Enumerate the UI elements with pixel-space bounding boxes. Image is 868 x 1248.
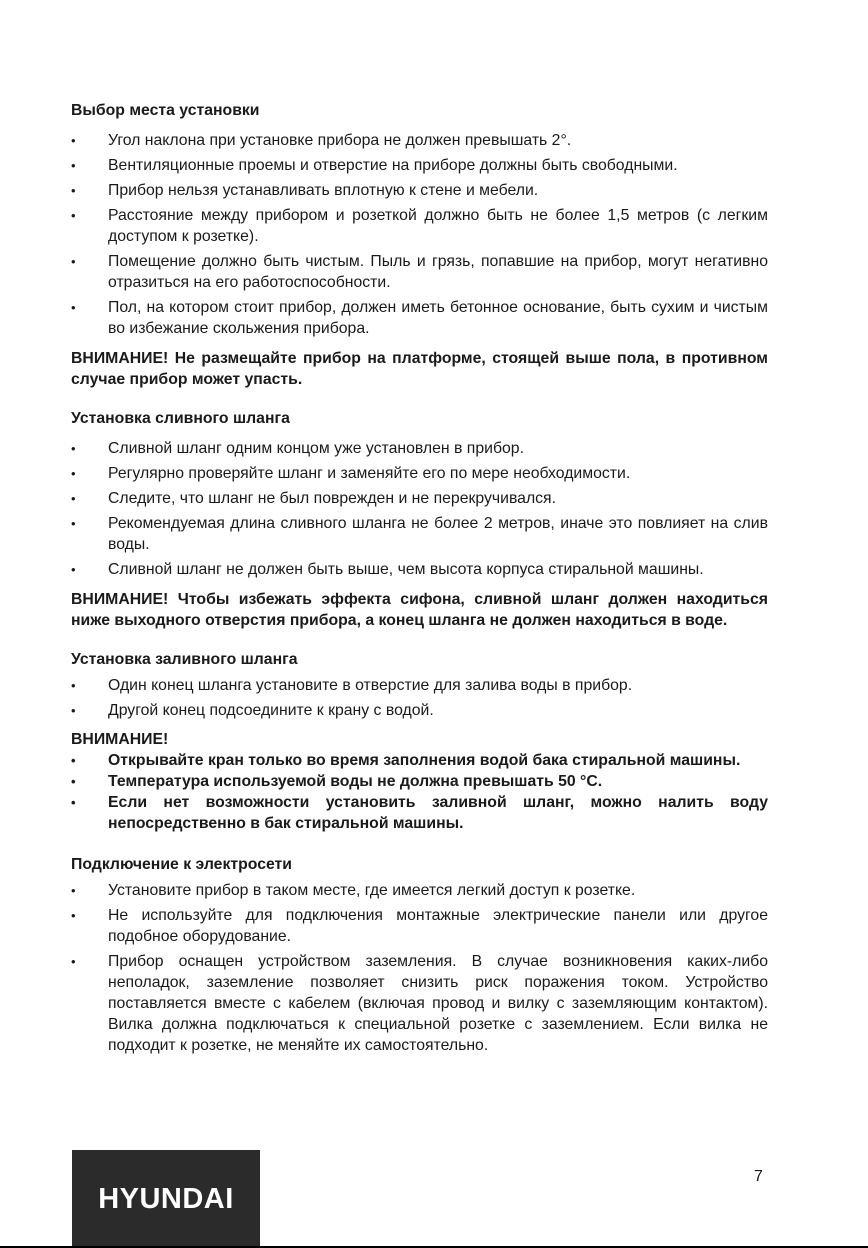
inlet-hose-warning-list bbox=[71, 750, 768, 834]
power-list bbox=[71, 880, 768, 1056]
list-item: • Сливной шланг одним концом уже установлен в прибор. bbox=[71, 438, 768, 459]
list-item: • Сливной шланг не должен быть выше, чем высота корпуса стиральной машины. bbox=[71, 559, 768, 580]
list-item: • Открывайте кран только во время заполнения водой бака стиральной машины. bbox=[71, 750, 768, 771]
list-item: • Следите, что шланг не был поврежден и не перекручивался. bbox=[71, 488, 768, 509]
list-item: • Температура используемой воды не должна превышать 50 °С. bbox=[71, 771, 768, 792]
list-item: • Рекомендуемая длина сливного шланга не более 2 метров, иначе это повлияет на слив воды. bbox=[71, 513, 768, 555]
list-item: • Прибор нельзя устанавливать вплотную к стене и мебели. bbox=[71, 180, 768, 201]
page-number: 7 bbox=[754, 1168, 763, 1185]
warning-title-inlet-hose: ВНИМАНИЕ! bbox=[71, 731, 169, 748]
list-item: • Если нет возможности установить заливной шланг, можно налить воду непосредственно в бак стиральной машины. bbox=[71, 792, 768, 834]
list-item: • Один конец шланга установите в отверстие для залива воды в прибор. bbox=[71, 675, 768, 696]
list-item: • Регулярно проверяйте шланг и заменяйте его по мере необходимости. bbox=[71, 463, 768, 484]
list-item: • Помещение должно быть чистым. Пыль и грязь, попавшие на прибор, могут негативно отразиться на его работоспособности. bbox=[71, 251, 768, 293]
section-heading-placement: Выбор места установки bbox=[71, 102, 260, 119]
drain-hose-list bbox=[71, 438, 768, 580]
section-heading-drain-hose: Установка сливного шланга bbox=[71, 410, 290, 427]
warning-placement: ВНИМАНИЕ! Не размещайте прибор на платформе, стоящей выше пола, в противном случае прибор может упасть. bbox=[71, 350, 768, 388]
list-item: • Другой конец подсоедините к крану с водой. bbox=[71, 700, 768, 721]
brand-logo: HYUNDAI bbox=[72, 1150, 260, 1248]
document-body bbox=[71, 100, 768, 1056]
inlet-hose-list bbox=[71, 675, 768, 721]
list-item: • Пол, на котором стоит прибор, должен иметь бетонное основание, быть сухим и чистым во избежание скольжения прибора. bbox=[71, 297, 768, 339]
section-heading-power: Подключение к электросети bbox=[71, 856, 293, 873]
list-item: • Не используйте для подключения монтажные электрические панели или другое подобное оборудование. bbox=[71, 905, 768, 947]
list-item: • Установите прибор в таком месте, где имеется легкий доступ к розетке. bbox=[71, 880, 768, 901]
list-item: • Угол наклона при установке прибора не должен превышать 2°. bbox=[71, 130, 768, 151]
warning-drain-hose: ВНИМАНИЕ! Чтобы избежать эффекта сифона, сливной шланг должен находиться ниже выходного отверстия прибора, а конец шланга не должен находиться в воде. bbox=[71, 591, 768, 629]
section-heading-inlet-hose: Установка заливного шланга bbox=[71, 651, 298, 668]
list-item: • Прибор оснащен устройством заземления. В случае возникновения каких-либо неполадок, заземление позволяет снизить риск поражения током. Устройство поставляется вместе с кабелем (включая провод и вилку с заземляющим контактом). Вилка должна подключаться к специальной розетке с заземлением. Если вилка не подходит к розетке, не меняйте их самостоятельно. bbox=[71, 951, 768, 1056]
list-item: • Вентиляционные проемы и отверстие на приборе должны быть свободными. bbox=[71, 155, 768, 176]
placement-list bbox=[71, 130, 768, 339]
list-item: • Расстояние между прибором и розеткой должно быть не более 1,5 метров (с легким доступом к розетке). bbox=[71, 205, 768, 247]
